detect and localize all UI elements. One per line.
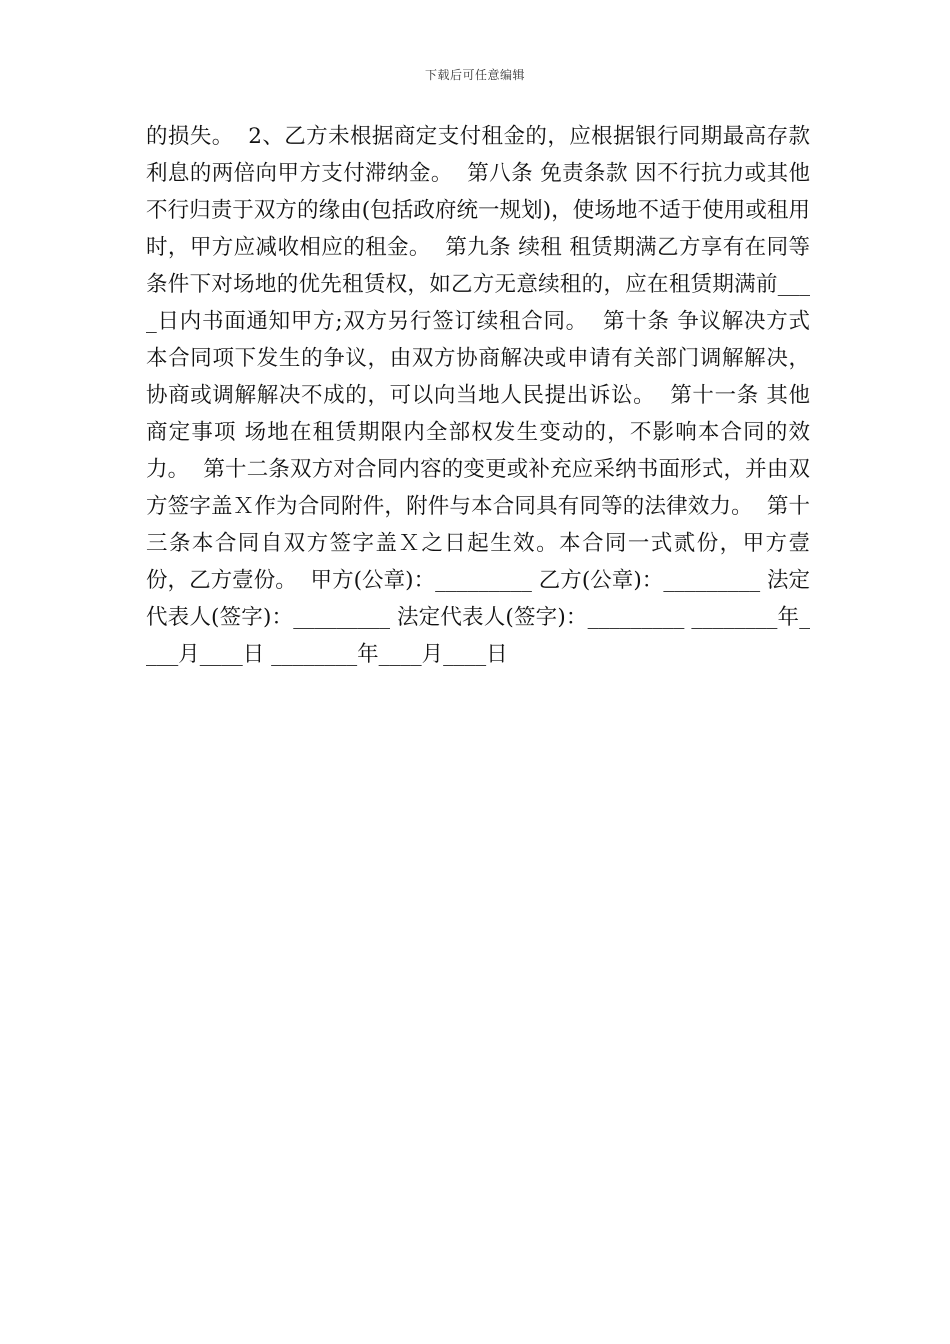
page-header: 下载后可任意编辑 <box>424 68 525 82</box>
contract-body-text: 的损失。 2、乙方未根据商定支付租金的，应根据银行同期最高存款利息的两倍向甲方支付滞纳金。 第八条 免责条款 因不行抗力或其他不行归责于双方的缘由(包括政府统一规划)，使场地不适于使用或租用时，甲方应减收相应的租金。 第九条 续租 租赁期满乙方享有在同等条件下对场地的优先租赁权，如乙方无意续租的，应在租赁期满前____日内书面通知甲方;双方另行签订续租合同。 第十条 争议解决方式 本合同项下发生的争议，由双方协商解决或申请有关部门调解解决，协商或调解解决不成的，可以向当地人民提出诉讼。 第十一条 其他商定事项 场地在租赁期限内全部权发生变动的，不影响本合同的效力。 第十二条双方对合同内容的变更或补充应采纳书面形式，并由双方签字盖Ｘ作为合同附件，附件与本合同具有同等的法律效力。 第十三条本合同自双方签字盖Ｘ之日起生效。本合同一式贰份，甲方壹份，乙方壹份。 甲方(公章)：_________ 乙方(公章)：_________ 法定代表人(签字)：_________ 法定代表人(签字)：_________ ________年____月____日 ________年____月____日 <box>146 124 817 667</box>
